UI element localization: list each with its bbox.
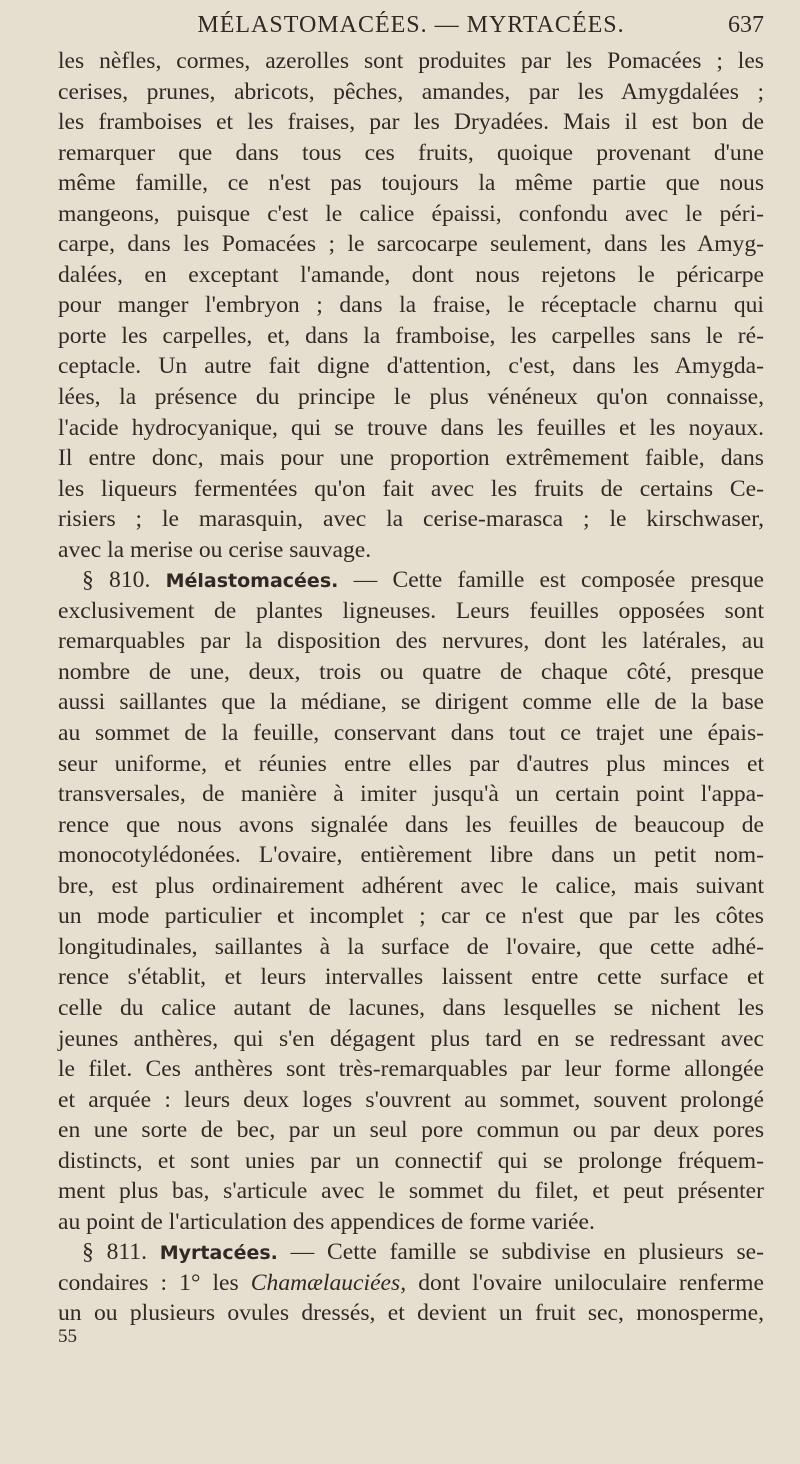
text-line: cerises, prunes, abricots, pêches, amandes, par les Amygdalées ; [58, 78, 764, 105]
text-line: et arquée : leurs deux loges s'ouvrent au sommet, souvent prolongé [58, 1086, 764, 1113]
heading-line-text: — Cette famille se subdivise en plusieurs se- [290, 1239, 764, 1266]
text-line: longitudinales, saillantes à la surface de l'ovaire, que cette adhé- [58, 933, 764, 960]
section-number: § 811. [82, 1239, 147, 1266]
text-line: ment plus bas, s'articule avec le sommet du filet, et peut présenter [58, 1178, 764, 1205]
text-line: rence que nous avons signalée dans les feuilles de beaucoup de [58, 811, 764, 838]
text-line: mangeons, puisque c'est le calice épaissi, confondu avec le péri- [58, 200, 764, 227]
text-line: exclusivement de plantes ligneuses. Leurs feuilles opposées sont [58, 597, 764, 624]
text-line: remarquables par la disposition des nervures, dont les latérales, au [58, 628, 764, 655]
text-line: nombre de une, deux, trois ou quatre de chaque côté, presque [58, 658, 764, 685]
text-line: ceptacle. Un autre fait digne d'attention, c'est, dans les Amygda- [58, 353, 764, 380]
text-line: l'acide hydrocyanique, qui se trouve dans les feuilles et les noyaux. [58, 414, 764, 441]
heading-line-text: — Cette famille est composée presque [353, 567, 764, 594]
text-line: risiers ; le marasquin, avec la cerise-marasca ; le kirschwaser, [58, 506, 764, 533]
text-line: celle du calice autant de lacunes, dans lesquelles se nichent les [58, 994, 764, 1021]
line-text: dont l'ovaire uniloculaire renferme [418, 1269, 764, 1296]
text-line: Il entre donc, mais pour une proportion extrêmement faible, dans [58, 445, 764, 472]
text-line: le filet. Ces anthères sont très-remarquables par leur forme allongée [58, 1056, 764, 1083]
text-line: dalées, en exceptant l'amande, dont nous rejetons le péricarpe [58, 261, 764, 288]
section-810-heading-line [58, 565, 764, 596]
text-line: même famille, ce n'est pas toujours la même partie que nous [58, 170, 764, 197]
text-line: avec la merise ou cerise sauvage. [58, 536, 372, 563]
text-line: distincts, et sont unies par un connectif qui se prolonge fréquem- [58, 1147, 764, 1174]
text-line: porte les carpelles, et, dans la framboise, les carpelles sans le ré- [58, 322, 764, 349]
text-line [58, 1268, 764, 1299]
section-811 [58, 1237, 764, 1329]
section-title: Myrtacées. [159, 1242, 278, 1265]
text-line: transversales, de manière à imiter jusqu'à un certain point l'appa- [58, 781, 764, 808]
text-line: carpe, dans les Pomacées ; le sarcocarpe seulement, dans les Amyg- [58, 231, 764, 258]
line-text: condaires : 1° les [58, 1269, 239, 1296]
text-line: bre, est plus ordinairement adhérent avec le calice, mais suivant [58, 872, 764, 899]
text-line: aussi saillantes que la médiane, se dirigent comme elle de la base [58, 689, 764, 716]
page-number: 637 [728, 12, 764, 38]
section-810 [58, 565, 764, 1237]
section-title: Mélastomacées. [165, 570, 339, 593]
text-line: au point de l'articulation des appendices de forme variée. [58, 1208, 595, 1235]
running-head [58, 6, 764, 46]
text-line: les liqueurs fermentées qu'on fait avec les fruits de certains Ce- [58, 475, 764, 502]
text-line: lées, la présence du principe le plus vénéneux qu'on connaisse, [58, 384, 764, 411]
text-line: au sommet de la feuille, conservant dans tout ce trajet une épais- [58, 720, 764, 747]
text-line: un mode particulier et incomplet ; car ce n'est que par les côtes [58, 903, 764, 930]
page-header-title: MÉLASTOMACÉES. — MYRTACÉES. [197, 12, 625, 38]
body-text [58, 46, 764, 1349]
section-number: § 810. [82, 567, 151, 594]
text-line: en une sorte de bec, par un seul pore commun ou par deux pores [58, 1117, 764, 1144]
text-line: remarquer que dans tous ces fruits, quoique provenant d'une [58, 139, 764, 166]
text-line: un ou plusieurs ovules dressés, et devient un fruit sec, monosperme, [58, 1300, 764, 1327]
text-line: rence s'établit, et leurs intervalles laissent entre cette surface et [58, 964, 764, 991]
text-line: seur uniforme, et réunies entre elles par d'autres plus minces et [58, 750, 764, 777]
text-line: les framboises et les fraises, par les Dryadées. Mais il est bon de [58, 109, 764, 136]
text-line: pour manger l'embryon ; dans la fraise, le réceptacle charnu qui [58, 292, 764, 319]
section-811-heading-line [58, 1237, 764, 1268]
paragraph-continuation [58, 46, 764, 565]
text-line: monocotylédonées. L'ovaire, entièrement libre dans un petit nom- [58, 842, 764, 869]
signature-mark: 55 [58, 1325, 77, 1347]
text-line: jeunes anthères, qui s'en dégagent plus tard en se redressant avec [58, 1025, 764, 1052]
italic-term: Chamælauciées, [250, 1269, 407, 1296]
text-line: les nèfles, cormes, azerolles sont produites par les Pomacées ; les [58, 48, 764, 74]
